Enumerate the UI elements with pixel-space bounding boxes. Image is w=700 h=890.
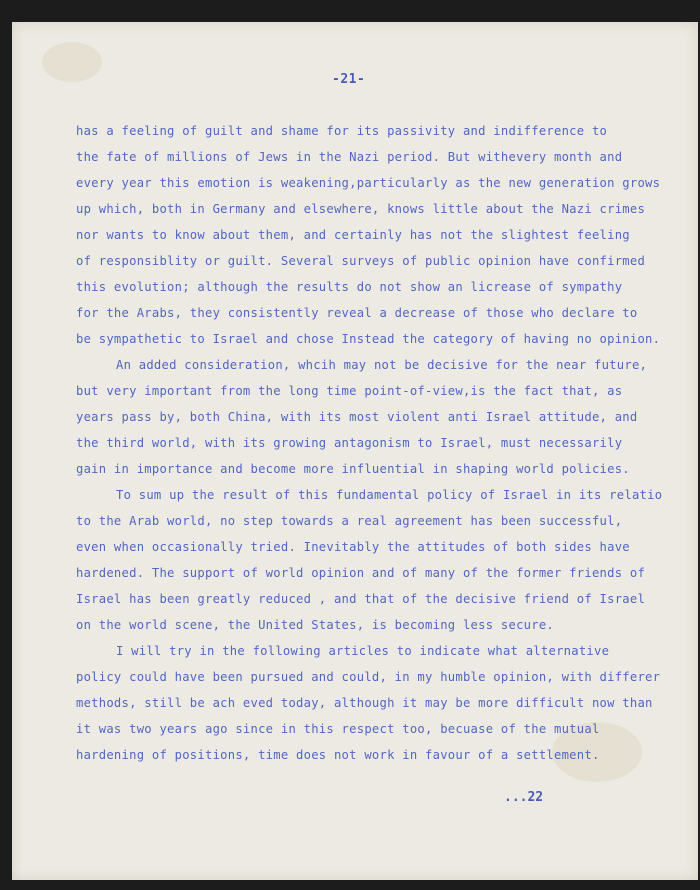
text-line: this evolution; although the results do not show an licrease of sympathy: [76, 280, 623, 294]
text-line: but very important from the long time point-of-view,is the fact that, as: [76, 384, 623, 398]
text-line: An added consideration, whcih may not be decisive for the near future,: [116, 358, 648, 372]
text-line: To sum up the result of this fundamental policy of Israel in its relatio: [116, 488, 663, 502]
body-text: [76, 118, 696, 768]
text-line: even when occasionally tried. Inevitably the attitudes of both sides have: [76, 540, 630, 554]
text-line: the third world, with its growing antagonism to Israel, must necessarily: [76, 436, 623, 450]
text-line: I will try in the following articles to indicate what alternative: [116, 644, 610, 658]
continuation-marker: ...22: [504, 790, 544, 805]
text-line: for the Arabs, they consistently reveal a decrease of those who declare to: [76, 306, 638, 320]
page-number: -21-: [332, 72, 366, 87]
text-line: on the world scene, the United States, is becoming less secure.: [76, 618, 555, 632]
text-line: gain in importance and become more influential in shaping world policies.: [76, 462, 630, 476]
text-line: hardening of positions, time does not work in favour of a settlement.: [76, 748, 600, 762]
text-line: has a feeling of guilt and shame for its passivity and indifference to: [76, 124, 608, 138]
text-line: to the Arab world, no step towards a real agreement has been successful,: [76, 514, 623, 528]
text-line: Israel has been greatly reduced , and that of the decisive friend of Israel: [76, 592, 646, 606]
text-line: of responsiblity or guilt. Several surveys of public opinion have confirmed: [76, 254, 646, 268]
text-line: be sympathetic to Israel and chose Instead the category of having no opinion.: [76, 332, 661, 346]
text-line: the fate of millions of Jews in the Nazi period. But withevery month and: [76, 150, 623, 164]
text-line: up which, both in Germany and elsewhere, knows little about the Nazi crimes: [76, 202, 646, 216]
text-line: years pass by, both China, with its most violent anti Israel attitude, and: [76, 410, 638, 424]
text-line: it was two years ago since in this respect too, becuase of the mutual: [76, 722, 600, 736]
text-line: nor wants to know about them, and certainly has not the slightest feeling: [76, 228, 630, 242]
text-line: policy could have been pursued and could, in my humble opinion, with differer: [76, 670, 661, 684]
text-line: methods, still be ach eved today, although it may be more difficult now than: [76, 696, 653, 710]
document-page: [12, 22, 698, 880]
text-line: hardened. The support of world opinion and of many of the former friends of: [76, 566, 646, 580]
text-line: every year this emotion is weakening,particularly as the new generation grows: [76, 176, 661, 190]
